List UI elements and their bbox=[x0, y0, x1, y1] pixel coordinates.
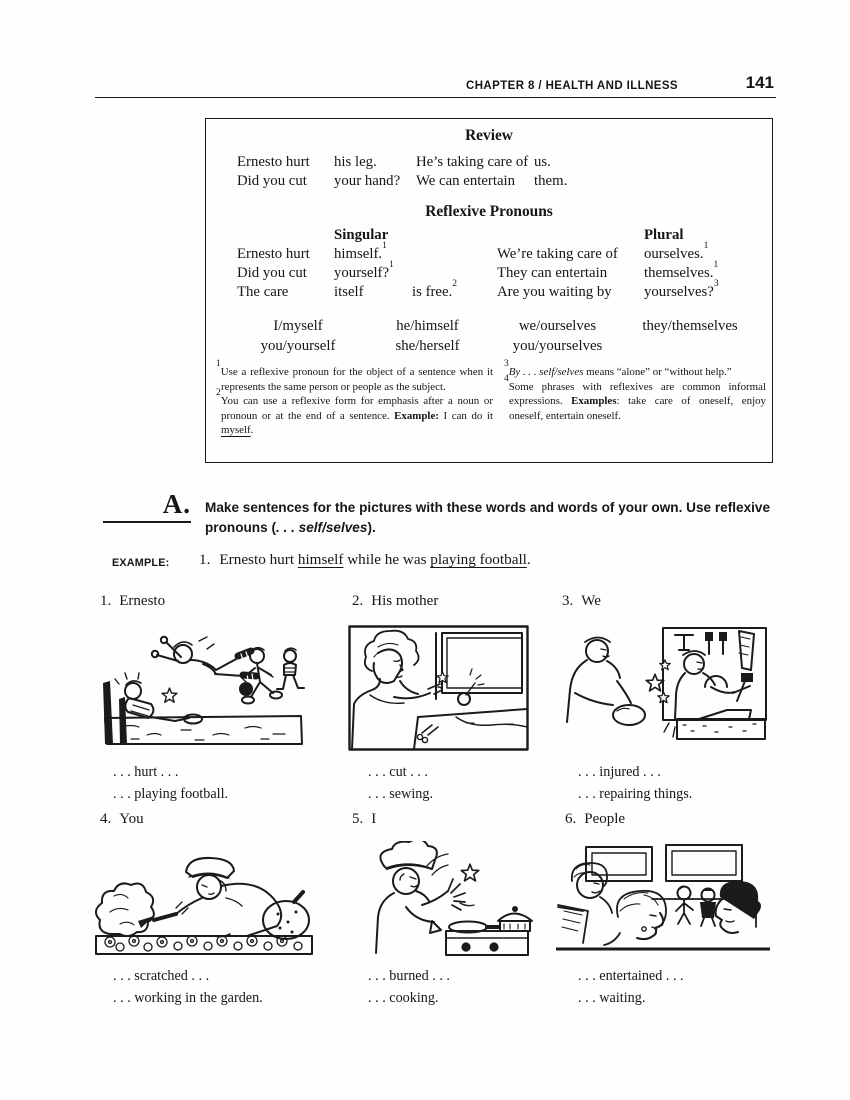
footnote-4: $^4$Some phrases with reflexives are common informal expressions. Examples: take care of oneself, enjoy oneself, entertain oneself. bbox=[504, 373, 766, 422]
footnotes bbox=[216, 359, 766, 438]
reflexive-cell: is free.$^2$ bbox=[412, 278, 458, 300]
reflexive-title: Reflexive Pronouns bbox=[425, 203, 553, 220]
reflexive-cell: ourselves.$^1$ bbox=[644, 241, 709, 262]
sewing-cut-illustration bbox=[348, 625, 529, 756]
reflexive-cell: itself bbox=[334, 283, 364, 300]
football-accident-illustration bbox=[95, 627, 310, 756]
review-cell: us. bbox=[534, 154, 551, 170]
example-label: EXAMPLE: bbox=[112, 557, 170, 569]
review-cell: them. bbox=[534, 172, 568, 189]
reflexive-cell: The care bbox=[237, 283, 289, 300]
item-4-caption: . . . scratched . . . . . . working in the garden. bbox=[113, 968, 263, 1006]
item-3-caption: . . . injured . . . . . . repairing things. bbox=[578, 764, 693, 802]
cooking-burn-illustration bbox=[348, 841, 534, 961]
review-cell: his leg. bbox=[334, 154, 377, 170]
plural-header: Plural bbox=[644, 227, 684, 243]
item-6-label: 6. People bbox=[565, 811, 626, 827]
reflexive-cell: We’re taking care of bbox=[497, 245, 618, 262]
example-sentence: 1. Ernesto hurt himself while he was playing football. bbox=[199, 551, 531, 568]
grammar-review-box bbox=[205, 118, 773, 463]
footnote-1: $^1$Use a reflexive pronoun for the object of a sentence when it represents the same person or people as the subject. bbox=[216, 359, 493, 393]
reflexive-cell: yourself?$^1$ bbox=[334, 259, 394, 281]
item-4-label: 4. You bbox=[100, 811, 144, 827]
reflexive-cell: Ernesto hurt bbox=[237, 245, 310, 262]
review-cell: We can entertain bbox=[416, 172, 516, 189]
pronoun-pair: you/yourselves bbox=[512, 337, 603, 354]
item-2-caption: . . . cut . . . . . . sewing. bbox=[368, 764, 434, 802]
review-cell: your hand? bbox=[334, 172, 401, 189]
review-cell: He’s taking care of bbox=[416, 154, 529, 170]
review-cell: Ernesto hurt bbox=[237, 154, 310, 170]
item-6-caption: . . . entertained . . . . . . waiting. bbox=[578, 968, 684, 1006]
pronoun-pairs bbox=[236, 317, 760, 357]
reflexive-cell: himself.$^1$ bbox=[334, 241, 387, 262]
pronoun-pair: they/themselves bbox=[642, 318, 738, 334]
gardening-illustration bbox=[90, 838, 318, 963]
review-table bbox=[237, 153, 567, 191]
reflexive-cell bbox=[412, 245, 497, 264]
item-2-label: 2. His mother bbox=[352, 593, 439, 609]
reflexive-cell: Are you waiting by bbox=[497, 283, 612, 300]
reflexive-cell: yourselves?$^3$ bbox=[644, 278, 719, 300]
pronoun-pair: we/ourselves bbox=[518, 318, 597, 334]
pronoun-pair: she/herself bbox=[395, 337, 460, 354]
exercise-letter: A. bbox=[103, 489, 191, 523]
waiting-room-illustration bbox=[556, 837, 770, 960]
footnote-3: $^3$By . . . self/selves means “alone” or “without help.” bbox=[504, 359, 732, 378]
pronoun-pair: you/yourself bbox=[260, 337, 336, 354]
workshop-injury-illustration bbox=[559, 625, 769, 756]
pronoun-pair: he/himself bbox=[396, 318, 459, 334]
item-5-caption: . . . burned . . . . . . cooking. bbox=[368, 968, 450, 1006]
chapter-heading: CHAPTER 8 / HEALTH AND ILLNESS bbox=[466, 80, 678, 92]
reflexive-cell: They can entertain bbox=[497, 264, 608, 281]
item-5-label: 5. I bbox=[352, 811, 377, 827]
review-cell: Did you cut bbox=[237, 172, 307, 189]
reflexive-table bbox=[237, 226, 719, 302]
pronoun-pair: I/myself bbox=[273, 318, 323, 334]
item-1-caption: . . . hurt . . . . . . playing football. bbox=[113, 764, 229, 802]
pronoun-pair bbox=[620, 337, 760, 357]
item-3-label: 3. We bbox=[562, 593, 601, 609]
reflexive-cell: Did you cut bbox=[237, 264, 307, 281]
item-1-label: 1. Ernesto bbox=[100, 593, 166, 609]
footnote-2: $^2$You can use a reflexive form for emphasis after a noun or pronoun or at the end of a sentence. Example: I can do it myself. bbox=[216, 388, 493, 436]
reflexive-cell: themselves.$^1$ bbox=[644, 259, 719, 281]
review-title: Review bbox=[465, 127, 513, 144]
singular-header: Singular bbox=[334, 227, 389, 243]
header-rule bbox=[95, 97, 776, 98]
exercise-instruction: Make sentences for the pictures with these words and words of your own. Use reflexive pronouns (. . . self/selves). bbox=[205, 500, 771, 536]
page-number: 141 bbox=[745, 73, 774, 92]
